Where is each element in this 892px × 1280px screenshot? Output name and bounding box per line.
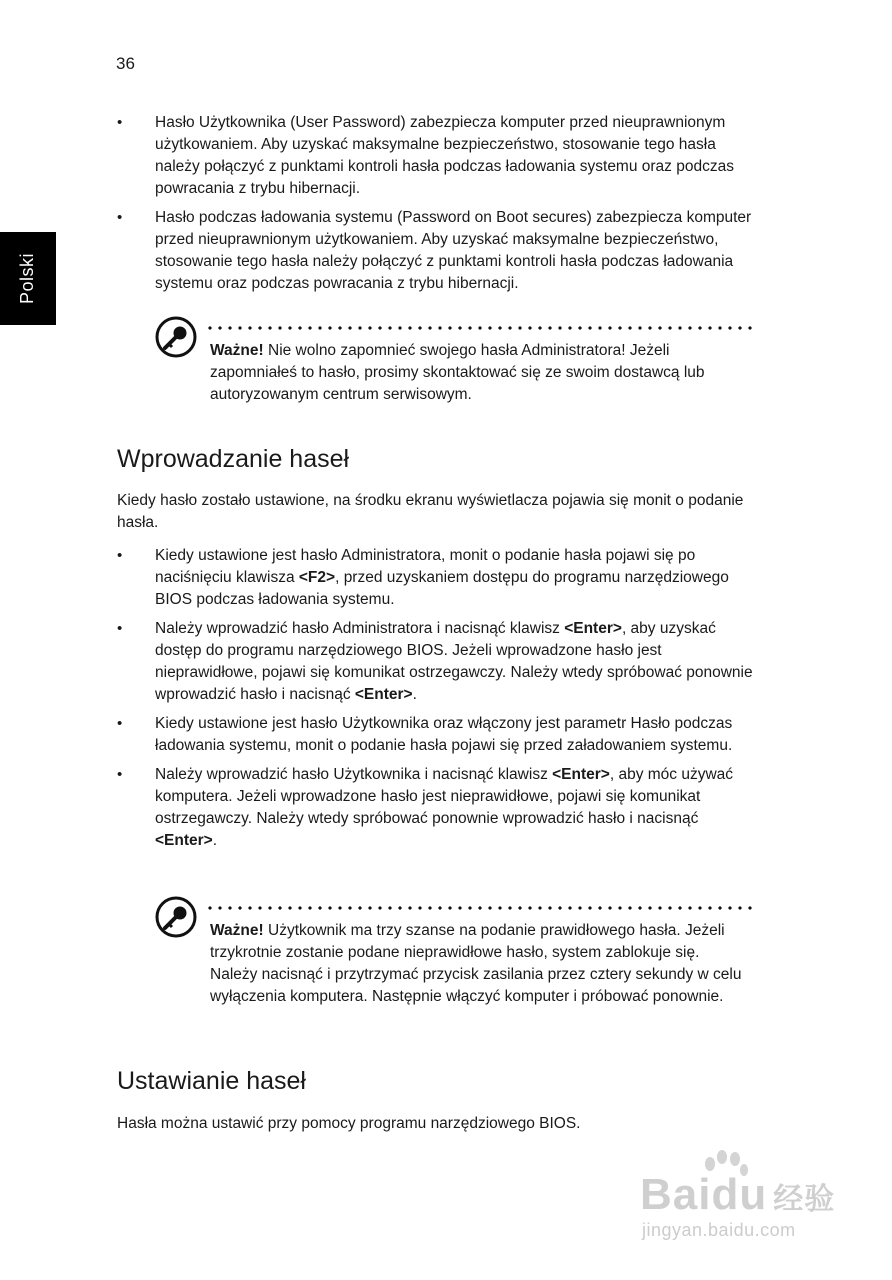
bullet-icon: • bbox=[117, 766, 123, 783]
list-item bbox=[117, 112, 762, 200]
list-item bbox=[117, 764, 762, 852]
key-label: <Enter> bbox=[155, 832, 213, 849]
watermark-logo-part: 经验 bbox=[773, 1183, 836, 1216]
bullet-text: Należy wprowadzić hasło Administratora i nacisnąć klawisz bbox=[155, 620, 565, 637]
top-bullet-section bbox=[117, 112, 762, 295]
note-label: Ważne! bbox=[210, 922, 264, 939]
key-label: <F2> bbox=[298, 569, 336, 586]
bullet-text: , przed uzyskaniem dostępu do programu narzędziowego BIOS podczas ładowania systemu. bbox=[155, 569, 729, 608]
key-icon bbox=[155, 316, 197, 358]
bullet-text: Kiedy ustawione jest hasło Administratora, monit o podanie hasła pojawi się po naciśnięciu klawisza bbox=[155, 547, 696, 586]
section1-bullet-section bbox=[117, 545, 762, 852]
section-title-entering-passwords: Wprowadzanie haseł bbox=[117, 445, 350, 473]
bullet-text: . bbox=[412, 686, 417, 703]
note-text bbox=[210, 920, 750, 1008]
key-label: <Enter> bbox=[564, 620, 622, 637]
note-label: Ważne! bbox=[210, 342, 264, 359]
list-item bbox=[117, 545, 762, 611]
language-tab-label: Polski bbox=[17, 252, 38, 305]
watermark-logo-part: Bai bbox=[640, 1170, 712, 1219]
bullet-icon: • bbox=[117, 114, 123, 131]
dotted-divider bbox=[205, 326, 755, 330]
key-label: <Enter> bbox=[354, 686, 413, 703]
key-label: <Enter> bbox=[552, 766, 610, 783]
bullet-text: Hasło Użytkownika (User Password) zabezpiecza komputer przed nieuprawnionym użytkowaniem. Aby uzyskać maksymalne bezpieczeństwo, stosowanie tego hasła należy połączyć z punktami kontroli hasła podczas ładowania systemu oraz podczas powracania z trybu hibernacji. bbox=[155, 114, 734, 197]
list-item bbox=[117, 618, 762, 706]
section-intro: Kiedy hasło zostało ustawione, na środku ekranu wyświetlacza pojawia się monit o podanie hasła. bbox=[117, 492, 744, 531]
list-item bbox=[117, 207, 762, 295]
bullet-icon: • bbox=[117, 547, 123, 564]
bullet-icon: • bbox=[117, 620, 123, 637]
dotted-divider bbox=[205, 906, 755, 910]
watermark-logo bbox=[640, 1170, 835, 1220]
section2-text: Hasła można ustawić przy pomocy programu narzędziowego BIOS. bbox=[117, 1115, 581, 1132]
watermark-logo-part: du bbox=[711, 1170, 768, 1219]
bullet-text: , aby móc używać komputera. Jeżeli wprowadzone hasło jest nieprawidłowe, pojawi się komunikat ostrzegawczy. Należy wtedy spróbować ponownie wprowadzić hasło i nacisnąć bbox=[155, 766, 734, 827]
note-text bbox=[210, 340, 750, 406]
top-bullet-list bbox=[117, 112, 762, 295]
page-number: 36 bbox=[116, 54, 135, 73]
bullet-text: Hasło podczas ładowania systemu (Password on Boot secures) zabezpiecza komputer przed nieuprawnionym użytkowaniem. Aby uzyskać maksymalne bezpieczeństwo, stosowanie tego hasła należy połączyć z punktami kontroli hasła podczas ładowania systemu oraz podczas powracania z trybu hibernacji. bbox=[155, 209, 752, 292]
list-item bbox=[117, 713, 762, 757]
bullet-icon: • bbox=[117, 715, 123, 732]
watermark-url: jingyan.baidu.com bbox=[642, 1220, 796, 1240]
section-title-setting-passwords: Ustawianie haseł bbox=[117, 1067, 306, 1095]
bullet-text: , aby uzyskać dostęp do programu narzędziowego BIOS. Jeżeli wprowadzone hasło jest nieprawidłowe, pojawi się komunikat ostrzegawczy. Należy wtedy spróbować ponownie wprowadzić hasło i nacisnąć bbox=[155, 620, 753, 703]
bullet-icon: • bbox=[117, 209, 123, 226]
note-body: Nie wolno zapomnieć swojego hasła Administratora! Jeżeli zapomniałeś to hasło, prosimy skontaktować się ze swoim dostawcą lub autoryzowanym centrum serwisowym. bbox=[210, 342, 705, 403]
bullet-text: . bbox=[212, 832, 218, 849]
key-icon bbox=[155, 896, 197, 938]
bullet-text: Należy wprowadzić hasło Użytkownika i nacisnąć klawisz bbox=[155, 766, 553, 783]
section1-bullet-list bbox=[117, 545, 762, 852]
bullet-text: Kiedy ustawione jest hasło Użytkownika oraz włączony jest parametr Hasło podczas ładowania systemu, monit o podanie hasła pojawi się przed załadowaniem systemu. bbox=[155, 715, 733, 754]
language-tab bbox=[0, 232, 56, 325]
note-body: Użytkownik ma trzy szanse na podanie prawidłowego hasła. Jeżeli trzykrotnie zostanie podane nieprawidłowe hasło, system zablokuje się. Należy nacisnąć i przytrzymać przycisk zasilania przez cztery sekundy w celu wyłączenia komputera. Następnie włączyć komputer i próbować ponownie. bbox=[210, 922, 742, 1005]
baidu-watermark bbox=[640, 1150, 850, 1250]
